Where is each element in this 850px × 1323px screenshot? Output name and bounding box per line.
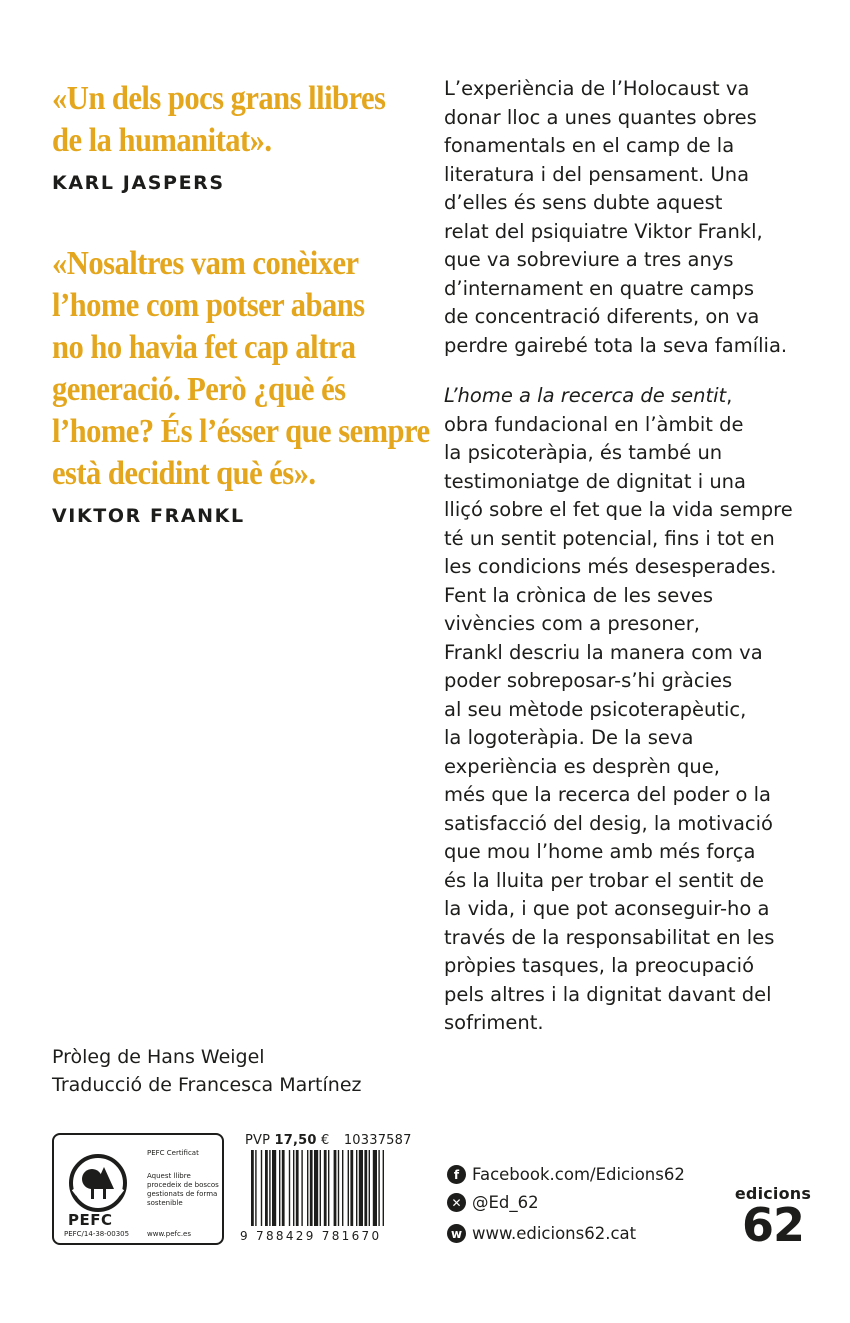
synopsis-paragraph-1	[444, 75, 814, 360]
x-icon: ✕	[447, 1193, 466, 1212]
quote-author-jaspers: KARL JASPERS	[52, 172, 225, 194]
quote-line: de la humanitat».	[52, 122, 272, 159]
barcode-bar	[296, 1150, 299, 1226]
book-title: L’home a la recerca de sentit	[444, 384, 727, 407]
text-line: al seu mètode psicoterapèutic,	[444, 697, 747, 721]
pefc-description: Aquest llibre procedeix de boscos gestionats de forma sostenible	[147, 1172, 219, 1207]
quote-author-frankl: VIKTOR FRANKL	[52, 505, 245, 527]
barcode-bar	[328, 1150, 329, 1226]
barcode-bar	[378, 1150, 379, 1226]
text-line: és la lluita per trobar el sentit de	[444, 868, 765, 892]
price-label: PVP	[245, 1133, 271, 1148]
quote-line: «Un dels pocs grans llibres	[52, 80, 386, 117]
publisher-logo	[728, 1184, 818, 1252]
text-line: donar lloc a unes quantes obres	[444, 105, 757, 129]
barcode-bar	[307, 1150, 308, 1226]
barcode-bar	[342, 1150, 343, 1226]
text-line: satisfacció del desig, la motivació	[444, 811, 773, 835]
text-line: fonamentals en el camp de la	[444, 134, 735, 157]
text-line: la psicoteràpia, és també un	[444, 441, 723, 464]
text-line: sofriment.	[444, 1011, 544, 1034]
text-line: que mou l’home amb més força	[444, 840, 756, 863]
quote-line: «Nosaltres vam conèixer	[52, 245, 359, 282]
barcode-bar	[359, 1150, 363, 1226]
quote-jaspers	[52, 78, 412, 162]
barcode-bar	[320, 1150, 321, 1226]
barcode-bar	[373, 1150, 377, 1226]
pefc-website: www.pefc.es	[147, 1230, 191, 1238]
price-line	[245, 1133, 412, 1148]
barcode-bar	[255, 1150, 256, 1226]
text-line: lliçó sobre el fet que la vida sempre	[444, 498, 793, 521]
facebook-link-text: Facebook.com/Edicions62	[472, 1165, 685, 1184]
text-line: la logoteràpia. De la seva	[444, 726, 694, 749]
text-line: d’elles és sens dubte aquest	[444, 191, 723, 214]
text-line: Frankl descriu la manera com va	[444, 640, 763, 664]
facebook-link[interactable]	[447, 1165, 685, 1184]
text-line: L’experiència de l’Holocaust va	[444, 77, 750, 100]
barcode-bar	[356, 1150, 357, 1226]
facebook-icon: f	[447, 1165, 466, 1184]
text-line: experiència es desprèn que,	[444, 754, 720, 778]
web-icon: w	[447, 1224, 466, 1243]
barcode-bar	[301, 1150, 302, 1226]
pefc-tree-logo-icon	[68, 1153, 128, 1213]
barcode-bar	[314, 1150, 318, 1226]
barcode-bar	[348, 1150, 349, 1226]
text-line: les condicions més desesperades.	[444, 555, 777, 578]
quote-frankl	[52, 243, 430, 495]
barcode-bar	[369, 1150, 370, 1226]
prologue-credit: Pròleg de Hans Weigel	[52, 1046, 265, 1068]
synopsis-paragraph-2	[444, 382, 814, 1038]
product-code: 10337587	[343, 1133, 412, 1148]
barcode-bar	[293, 1150, 294, 1226]
pefc-name: PEFC	[68, 1211, 113, 1229]
barcode-bar	[310, 1150, 313, 1226]
text-line: poder sobreposar-s’hi gràcies	[444, 669, 733, 692]
website-link[interactable]	[447, 1224, 636, 1243]
credits	[52, 1043, 361, 1099]
price-currency: €	[320, 1133, 330, 1148]
text-line	[444, 382, 814, 411]
text-line: la vida, i que pot aconseguir-ho a	[444, 897, 770, 920]
x-link-text: @Ed_62	[472, 1193, 539, 1212]
text-line: obra fundacional en l’àmbit de	[444, 412, 744, 436]
quote-line: està decidint què és».	[52, 455, 316, 492]
barcode-bar	[289, 1150, 290, 1226]
text-line: d’internament en quatre camps	[444, 276, 755, 300]
barcode-bar	[282, 1150, 285, 1226]
text-line: Fent la crònica de les seves	[444, 583, 714, 607]
translation-credit: Traducció de Francesca Martínez	[52, 1074, 362, 1096]
quote-line: l’home com potser abans	[52, 287, 365, 324]
text-line: través de la responsabilitat en les	[444, 925, 775, 949]
x-link[interactable]	[447, 1193, 539, 1212]
text-line: que va sobreviure a tres anys	[444, 248, 734, 271]
barcode-bar	[251, 1150, 254, 1226]
isbn-barcode	[251, 1150, 419, 1226]
text-line: literatura i del pensament. Una	[444, 162, 750, 186]
text-line: més que la recerca del poder o la	[444, 783, 771, 806]
barcode-bar	[261, 1150, 262, 1226]
text-line: pròpies tasques, la preocupació	[444, 954, 755, 977]
text-line: vivències com a presoner,	[444, 612, 700, 635]
publisher-name: edicions	[734, 1184, 812, 1203]
text-line: relat del psiquiatre Viktor Frankl,	[444, 219, 763, 243]
price-amount: 17,50	[274, 1133, 317, 1148]
quote-line: no ho havia fet cap altra	[52, 329, 356, 366]
text-line: té un sentit potencial, fins i tot en	[444, 526, 775, 550]
barcode-bar	[324, 1150, 327, 1226]
barcode-bar	[364, 1150, 367, 1226]
barcode-bar	[269, 1150, 270, 1226]
barcode-bar	[383, 1150, 384, 1226]
pefc-certification-box	[52, 1133, 224, 1245]
text-line: perdre gairebé tota la seva família.	[444, 333, 788, 357]
barcode-bar	[265, 1150, 268, 1226]
barcode-bar	[279, 1150, 280, 1226]
text-fragment: ,	[726, 384, 733, 407]
text-line: pels altres i la dignitat davant del	[444, 982, 772, 1006]
barcode-bar	[350, 1150, 353, 1226]
quote-line: l’home? És l’ésser que sempre	[52, 413, 430, 450]
publisher-number: 62	[741, 1198, 804, 1252]
barcode-bar	[272, 1150, 276, 1226]
text-line: testimoniatge de dignitat i una	[444, 469, 746, 493]
synopsis	[444, 75, 814, 1060]
barcode-bar	[338, 1150, 339, 1226]
pefc-certificate-label: PEFC Certificat	[147, 1149, 199, 1157]
isbn-digits: 9 788429 781670	[240, 1229, 382, 1243]
quote-line: generació. Però ¿què és	[52, 371, 346, 408]
text-line: de concentració diferents, on va	[444, 305, 760, 328]
pefc-code: PEFC/14-38-00305	[64, 1230, 130, 1238]
barcode-bar	[334, 1150, 337, 1226]
website-link-text: www.edicions62.cat	[472, 1224, 637, 1243]
